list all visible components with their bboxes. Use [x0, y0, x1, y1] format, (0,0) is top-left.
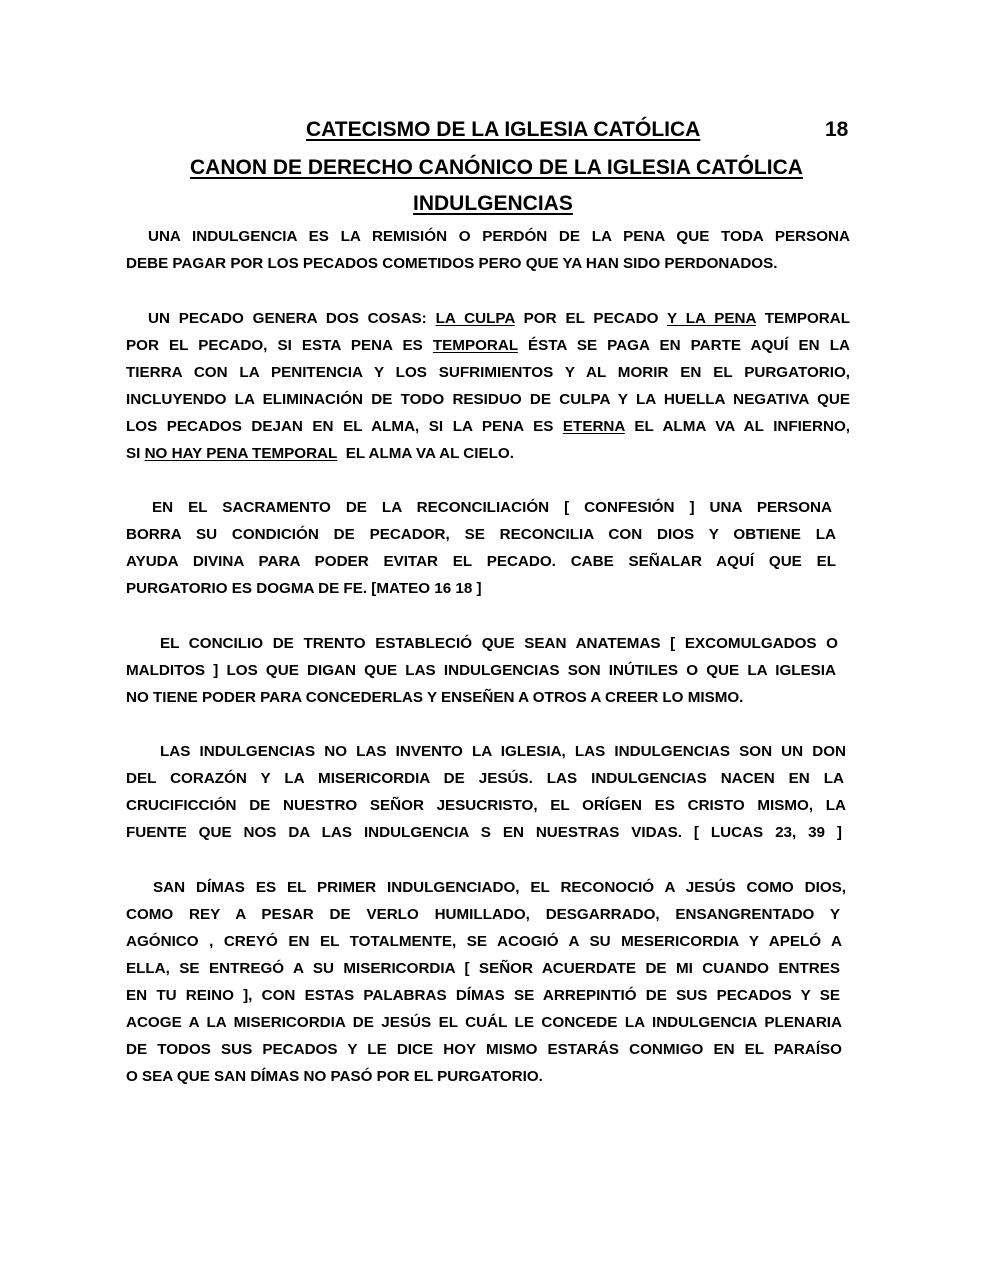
paragraph-6-line-4: ELLA, SE ENTREGÓ A SU MISERICORDIA [ SEÑOR ACUERDATE DE MI CUANDO ENTRES: [126, 960, 840, 977]
paragraph-5-line-1: LAS INDULGENCIAS NO LAS INVENTO LA IGLESIA, LAS INDULGENCIAS SON UN DON: [160, 743, 846, 760]
text-run: ÉSTA SE PAGA EN PARTE AQUÍ EN LA: [527, 337, 850, 354]
paragraph-1-line-2: DEBE PAGAR POR LOS PECADOS COMETIDOS PERO QUE YA HAN SIDO PERDONADOS.: [126, 255, 778, 272]
paragraph-2-line-3: TIERRA CON LA PENITENCIA Y LOS SUFRIMIENTOS Y AL MORIR EN EL PURGATORIO,: [126, 364, 850, 381]
paragraph-6-line-6: ACOGE A LA MISERICORDIA DE JESÚS EL CUÁL LE CONCEDE LA INDULGENCIA PLENARIA: [126, 1014, 842, 1031]
underlined-text: LA CULPA: [435, 310, 515, 327]
paragraph-2-line-2: [126, 332, 850, 359]
document-subtitle: CANON DE DERECHO CANÓNICO DE LA IGLESIA CATÓLICA: [190, 156, 803, 179]
paragraph-2-line-5: [126, 413, 850, 440]
paragraph-5-line-3: CRUCIFICCIÓN DE NUESTRO SEÑOR JESUCRISTO, EL ORÍGEN ES CRISTO MISMO, LA: [126, 797, 846, 814]
paragraph-6-line-5: EN TU REINO ], CON ESTAS PALABRAS DÍMAS SE ARREPINTIÓ DE SUS PECADOS Y SE: [126, 987, 840, 1004]
paragraph-4-line-2: MALDITOS ] LOS QUE DIGAN QUE LAS INDULGENCIAS SON INÚTILES O QUE LA IGLESIA: [126, 662, 836, 679]
text-run: SI: [126, 445, 141, 462]
paragraph-2-line-6: [126, 440, 850, 467]
paragraph-5-line-4: FUENTE QUE NOS DA LAS INDULGENCIA S EN NUESTRAS VIDAS. [ LUCAS 23, 39 ]: [126, 824, 842, 841]
paragraph-6-line-3: AGÓNICO , CREYÓ EN EL TOTALMENTE, SE ACOGIÓ A SU MESERICORDIA Y APELÓ A: [126, 933, 842, 950]
underlined-text: Y LA PENA: [667, 310, 756, 327]
paragraph-6-line-8: O SEA QUE SAN DÍMAS NO PASÓ POR EL PURGATORIO.: [126, 1068, 543, 1085]
paragraph-6-line-7: DE TODOS SUS PECADOS Y LE DICE HOY MISMO ESTARÁS CONMIGO EN EL PARAÍSO: [126, 1041, 842, 1058]
underlined-text: ETERNA: [562, 418, 625, 435]
paragraph-3-line-1: EN EL SACRAMENTO DE LA RECONCILIACIÓN [ CONFESIÓN ] UNA PERSONA: [152, 499, 832, 516]
paragraph-3-line-2: BORRA SU CONDICIÓN DE PECADOR, SE RECONCILIA CON DIOS Y OBTIENE LA: [126, 526, 836, 543]
paragraph-2-line-1: [148, 305, 850, 332]
paragraph-5-line-2: DEL CORAZÓN Y LA MISERICORDIA DE JESÚS. LAS INDULGENCIAS NACEN EN LA: [126, 770, 844, 787]
section-heading: INDULGENCIAS: [413, 192, 573, 215]
text-run: TEMPORAL: [764, 310, 850, 327]
underlined-text: TEMPORAL: [432, 337, 518, 354]
text-run: POR EL PECADO, SI ESTA PENA ES: [126, 337, 423, 354]
paragraph-2-line-4: INCLUYENDO LA ELIMINACIÓN DE TODO RESIDUO DE CULPA Y LA HUELLA NEGATIVA QUE: [126, 391, 850, 408]
text-run: POR EL PECADO: [523, 310, 659, 327]
paragraph-4-line-3: NO TIENE PODER PARA CONCEDERLAS Y ENSEÑEN A OTROS A CREER LO MISMO.: [126, 689, 744, 706]
underlined-text: NO HAY PENA TEMPORAL: [144, 445, 338, 462]
paragraph-6-line-1: SAN DÍMAS ES EL PRIMER INDULGENCIADO, EL RECONOCIÓ A JESÚS COMO DIOS,: [153, 879, 846, 896]
paragraph-4-line-1: EL CONCILIO DE TRENTO ESTABLECIÓ QUE SEAN ANATEMAS [ EXCOMULGADOS O: [160, 635, 838, 652]
document-title: CATECISMO DE LA IGLESIA CATÓLICA: [306, 118, 701, 141]
text-run: EL ALMA VA AL CIELO.: [345, 445, 514, 462]
paragraph-3-line-3: AYUDA DIVINA PARA PODER EVITAR EL PECADO. CABE SEÑALAR AQUÍ QUE EL: [126, 553, 836, 570]
text-run: LOS PECADOS DEJAN EN EL ALMA, SI LA PENA ES: [126, 418, 554, 435]
page-number: 18: [825, 118, 849, 141]
text-run: UN PECADO GENERA DOS COSAS:: [148, 310, 427, 327]
text-run: EL ALMA VA AL INFIERNO,: [634, 418, 850, 435]
paragraph-1-line-1: UNA INDULGENCIA ES LA REMISIÓN O PERDÓN DE LA PENA QUE TODA PERSONA: [148, 228, 850, 245]
paragraph-6-line-2: COMO REY A PESAR DE VERLO HUMILLADO, DESGARRADO, ENSANGRENTADO Y: [126, 906, 840, 923]
paragraph-3-line-4: PURGATORIO ES DOGMA DE FE. [MATEO 16 18 ]: [126, 580, 482, 597]
